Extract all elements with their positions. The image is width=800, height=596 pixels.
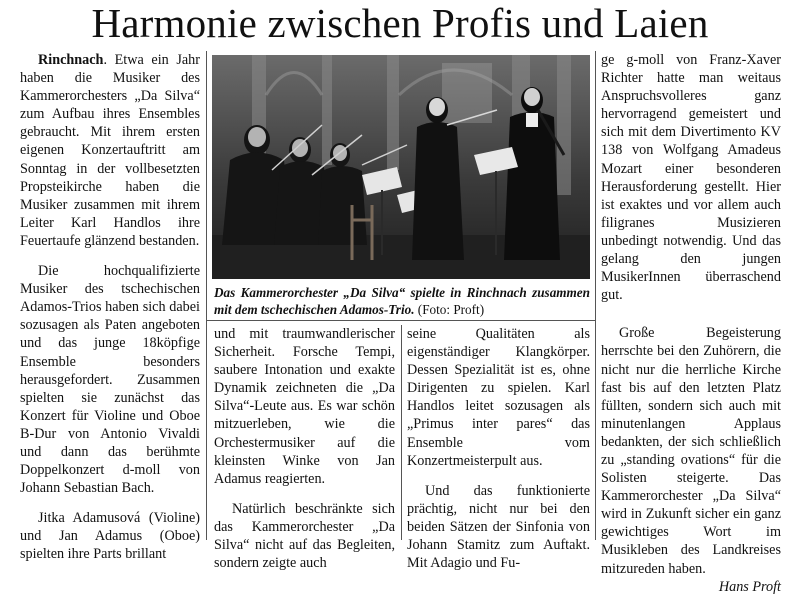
column-rule [401, 325, 402, 540]
headline: Harmonie zwischen Profis und Laien [91, 0, 709, 46]
author-byline: Hans Proft [718, 578, 781, 595]
article-column-4 [601, 51, 781, 596]
paragraph: und mit traumwandlerischer Sicherheit. Forsche Tempi, saubere Intonation und exakte Dynamik zeichneten die „Da Silva“-Leute aus. Es war schön mitzuerleben, wie die Orchestermusiker auf die kleinsten Winke von Jan Adamus reagierten. [214, 326, 395, 487]
paragraph [20, 51, 200, 250]
paragraph-text: Große Begeisterung herrschte bei den Zuhörern, die nicht nur die herrliche Kirche fast bis auf den letzten Platz füllten, sondern sich auch mit minutenlangen Applaus bedankten, der sich schließlich zu „standing ovations“ für die Solisten steigerte. Das Kammerorchester „Da Silva“ wird in Zukunft sicher ein ganz gewichtiges Wort im Musikleben des Landkreises mitzureden haben. [601, 325, 781, 577]
photo-caption [214, 284, 590, 318]
paragraph: ge g-moll von Franz-Xaver Richter hatte man weitaus Anspruchsvolleres ganz hervorragend gemeistert und sich mit dem Divertimento KV 138 von Wolfgang Amadeus Mozart einer besonderen Herausforderung gestellt. Hier ist exaktes und vor allem auch filigranes Musizieren unbedingt notwendig. Und das gelang den jungen MusikerInnen überraschend gut. [601, 52, 781, 304]
dateline-place: Rinchnach [38, 52, 104, 68]
orchestra-photo-graphic [212, 55, 590, 279]
caption-rule [206, 320, 596, 321]
paragraph: Die hochqualifizierte Musiker des tschechischen Adamos-Trios haben sich dabei sozusagen als Paten angeboten und das junge 18köpfige Ensemble besonders herausgefordert. Zusammen spielten sie zunächst das Konzert für Violine und Oboe B-Dur von Antonio Vivaldi und dann das berühmte Doppelkonzert d-moll von Johann Sebastian Bach. [20, 263, 200, 497]
article-column-2 [214, 325, 395, 572]
paragraph: seine Qualitäten als eigenständiger Klangkörper. Dessen Spezialität ist es, ohne Dirigenten zu spielen. Karl Handlos leitet sozusagen als „Primus inter pares“ das Ensemble vom Konzertmeisterpult aus. [407, 326, 590, 469]
paragraph: Natürlich beschränkte sich das Kammerorchester „Da Silva“ nicht auf das Begleiten, sondern zeigte auch [214, 500, 395, 572]
photo-credit: (Foto: Proft) [417, 302, 485, 317]
column-rule [595, 51, 596, 540]
caption-text: Das Kammerorchester „Da Silva“ spielte in Rinchnach zusammen mit dem tschechischen Adamos-Trio. [214, 285, 590, 317]
orchestra-photo [212, 55, 590, 279]
column-rule [206, 51, 207, 540]
paragraph [601, 324, 781, 595]
article-column-1 [20, 51, 200, 564]
paragraph: Und das funktionierte prächtig, nicht nur bei den beiden Sätzen der Sinfonia von Johann Stamitz zum Auftakt. Mit Adagio und Fu- [407, 482, 590, 572]
paragraph: Jitka Adamusová (Violine) und Jan Adamus (Oboe) spielten ihre Parts brillant [20, 510, 200, 563]
paragraph-text: . Etwa ein Jahr haben die Musiker des Kammerorchesters „Da Silva“ zum Aufbau ihres Ensembles gebraucht. Mit ihrem ersten eigenen Konzertauftritt am Sonntag in der vollbesetzten Propsteikirche haben die Musiker zusammen mit ihrem Leiter Karl Handlos ihre Feuertaufe glänzend bestanden. [20, 52, 200, 249]
article-column-3 [407, 325, 590, 572]
